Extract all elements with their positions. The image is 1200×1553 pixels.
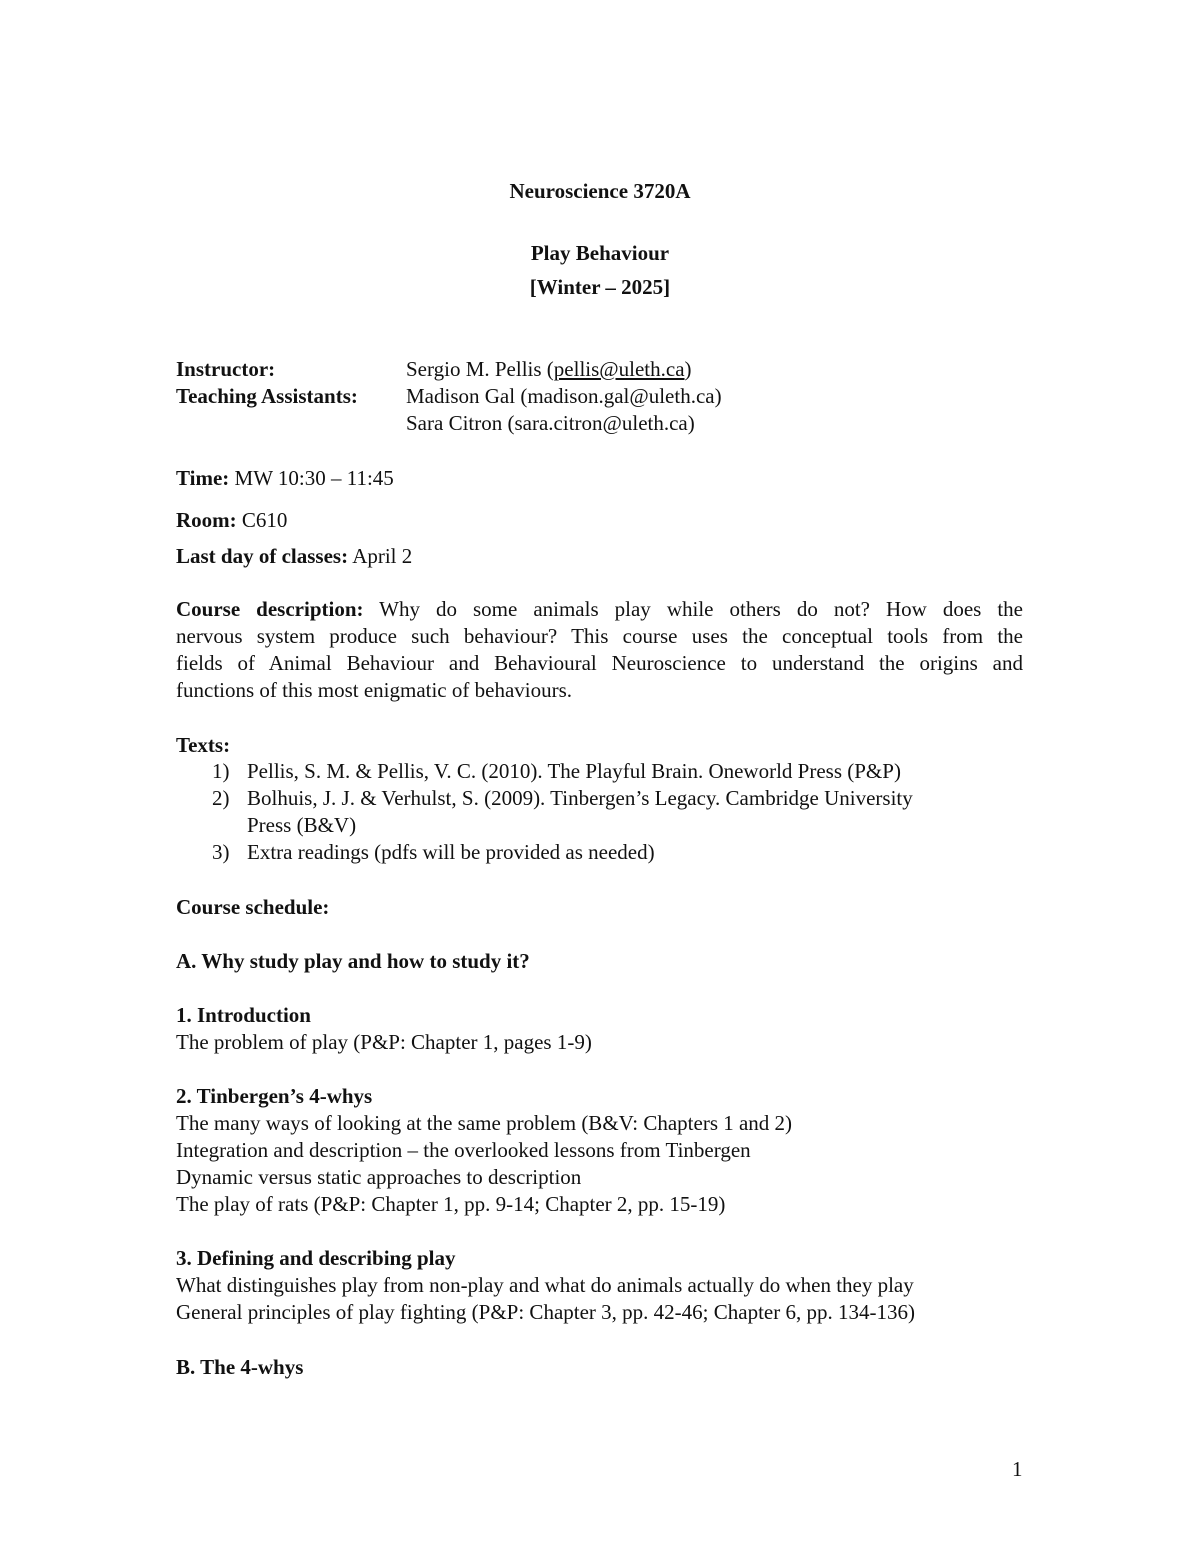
texts-label: Texts: (176, 733, 231, 757)
ta-label: Teaching Assistants: (176, 384, 358, 408)
room-value: C610 (241, 508, 288, 532)
topic-1-title: 1. Introduction (176, 1003, 311, 1027)
last-day-value: April 2 (352, 544, 413, 568)
text-item: Pellis, S. M. & Pellis, V. C. (2010). The Playful Brain. Oneworld Press (P&P) (247, 759, 901, 783)
course-title: Play Behaviour (530, 241, 670, 265)
description-line-4: functions of this most enigmatic of behaviours. (176, 678, 573, 702)
instructor-close: ) (684, 357, 692, 381)
description-line-2: nervous system produce such behaviour? This course uses the conceptual tools from the (176, 624, 1023, 648)
topic-3-title: 3. Defining and describing play (176, 1246, 456, 1270)
ta-madison: Madison Gal (madison.gal@uleth.ca) (406, 384, 722, 408)
topic-2-line: The many ways of looking at the same problem (B&V: Chapters 1 and 2) (176, 1111, 793, 1135)
ta-sara: Sara Citron (sara.citron@uleth.ca) (406, 411, 695, 435)
course-term: [Winter – 2025] (529, 275, 671, 299)
description-label: Course description: (176, 597, 364, 621)
text-item-continuation: Press (B&V) (247, 813, 357, 837)
last-day-line (176, 543, 412, 570)
last-day-label: Last day of classes: (176, 544, 349, 568)
instructor-email-link[interactable]: pellis@uleth.ca (553, 357, 685, 381)
text-item-number: 2) (212, 786, 230, 810)
section-a-heading: A. Why study play and how to study it? (176, 949, 530, 973)
instructor-line (406, 356, 692, 383)
time-value: MW 10:30 – 11:45 (234, 466, 394, 490)
topic-2-line: Dynamic versus static approaches to description (176, 1165, 582, 1189)
description-line-1: Course description: Why do some animals play while others do not? How does the (176, 597, 1023, 621)
room-line (176, 507, 287, 534)
room-label: Room: (176, 508, 237, 532)
section-b-heading: B. The 4-whys (176, 1355, 304, 1379)
course-description (176, 596, 1023, 704)
instructor-name: Sergio M. Pellis ( (406, 357, 554, 381)
page-number: 1 (1012, 1457, 1023, 1481)
topic-3-line: General principles of play fighting (P&P: Chapter 3, pp. 42-46; Chapter 6, pp. 134-136) (176, 1300, 915, 1324)
time-line (176, 465, 394, 492)
topic-1-line: The problem of play (P&P: Chapter 1, pages 1-9) (176, 1030, 592, 1054)
text-item: Bolhuis, J. J. & Verhulst, S. (2009). Tinbergen’s Legacy. Cambridge University (247, 786, 913, 810)
time-label: Time: (176, 466, 230, 490)
topic-3-line: What distinguishes play from non-play and what do animals actually do when they play (176, 1273, 914, 1297)
text-item: Extra readings (pdfs will be provided as needed) (247, 840, 655, 864)
course-code: Neuroscience 3720A (509, 179, 691, 203)
schedule-label: Course schedule: (176, 895, 330, 919)
text-item-number: 1) (212, 759, 230, 783)
topic-2-line: Integration and description – the overlooked lessons from Tinbergen (176, 1138, 751, 1162)
description-line-3: fields of Animal Behaviour and Behavioural Neuroscience to understand the origins and (176, 651, 1023, 675)
topic-2-title: 2. Tinbergen’s 4-whys (176, 1084, 373, 1108)
topic-2-line: The play of rats (P&P: Chapter 1, pp. 9-14; Chapter 2, pp. 15-19) (176, 1192, 726, 1216)
text-item-number: 3) (212, 840, 230, 864)
instructor-label: Instructor: (176, 357, 276, 381)
